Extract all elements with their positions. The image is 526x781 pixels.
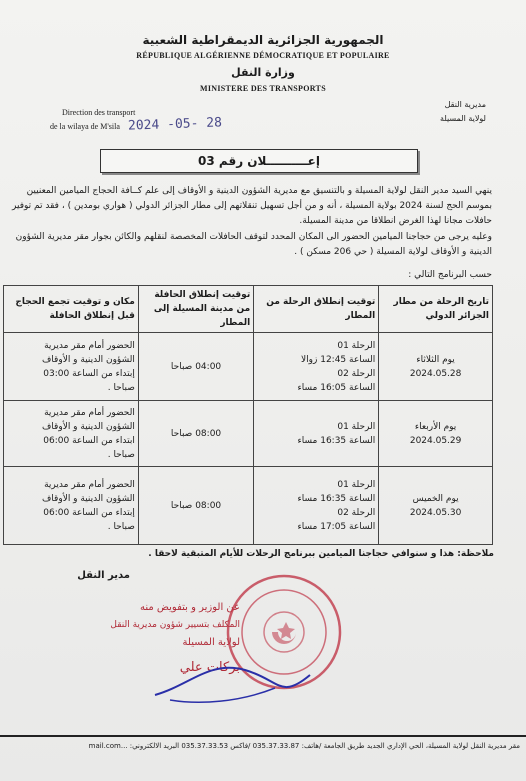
gathering-line: صباحا .: [107, 449, 135, 460]
flight-line: الرحلة 02: [337, 507, 376, 518]
table-row: [4, 401, 493, 467]
day-label: يوم الخميس: [412, 493, 459, 504]
date-label: 2024.05.30: [409, 507, 462, 518]
announcement-paragraph-1: ينهي السيد مدير النقل لولاية المسيلة و بالتنسيق مع مديرية الشؤون الدينية و الأوقاف إلى علم كــافة الحجاج الميامين المعنيين بموسم الحج لسنة 2024 بولاية المسيلة ، أنه و من أجل تسهيل تنقلاتهم إلى مطار الجزائر الدولي ( هواري بومدين ) ، فقد تم توفير حافلات مجانا لهذا الغرض انطلاقا من مدينة المسيلة.: [12, 186, 492, 226]
direction-fr-line2: de la wilaya de M'sila: [50, 122, 120, 131]
table-header-row: [4, 286, 493, 333]
gathering-line: الحضور أمام مقر مديرية: [44, 407, 135, 418]
gathering-line: صباحا .: [107, 521, 135, 532]
flights-cell: [254, 333, 379, 401]
flight-line: الرحلة 02: [337, 368, 376, 379]
header-gathering: مكان و توقيت تجمع الحجاج قبل إنطلاق الحافلة: [4, 286, 139, 333]
gathering-cell: [4, 467, 139, 545]
date-cell: [379, 467, 493, 545]
bus-time-cell: 08:00 صباحا: [138, 401, 253, 467]
flight-line: الساعة 16:35 مساء: [297, 435, 376, 446]
flight-line: الساعة 12:45 زوالا: [301, 354, 376, 365]
gathering-line: الشؤون الدينية و الأوقاف: [41, 354, 135, 365]
header-flight-date: تاريخ الرحلة من مطار الجزائر الدولي: [379, 286, 493, 333]
signature-line-2: المكلف بتسيير شؤون مديرية النقل: [110, 620, 240, 630]
announcement-title: إعــــــــــلان رقم 03: [100, 149, 418, 173]
table-row: [4, 333, 493, 401]
handwritten-signature-icon: [150, 640, 320, 710]
gathering-cell: [4, 401, 139, 467]
gathering-line: الشؤون الدينية و الأوقاف: [41, 421, 135, 432]
date-label: 2024.05.28: [409, 368, 462, 379]
date-cell: [379, 401, 493, 467]
header-bus-time: توقيت إنطلاق الحافلة من مدينة المسيلة إلى المطار: [138, 286, 253, 333]
gathering-line: الحضور أمام مقر مديرية: [44, 340, 135, 351]
republic-fr: RÉPUBLIQUE ALGÉRIENNE DÉMOCRATIQUE ET POPULAIRE: [136, 51, 390, 60]
ministry-fr: MINISTERE DES TRANSPORTS: [200, 84, 326, 93]
signature-name: بركات علي: [179, 660, 240, 675]
day-label: يوم الثلاثاء: [416, 354, 455, 365]
table-row: [4, 467, 493, 545]
signature-line-3: لولاية المسيلة: [182, 637, 240, 648]
flight-line: الساعة 17:05 مساء: [297, 521, 376, 532]
note-text: ملاحظة: هذا و سنوافي حجاجنا الميامين ببرنامج الرحلات للأيام المتبقية لاحقا .: [148, 549, 494, 559]
footer-divider: [0, 735, 526, 737]
direction-ar-line1: مديرية النقل: [444, 100, 486, 109]
flight-line: الرحلة 01: [337, 479, 376, 490]
program-intro: حسب البرنامج التالي :: [408, 270, 492, 280]
bus-time-cell: 04:00 صباحا: [138, 333, 253, 401]
flight-line: الرحلة 01: [337, 421, 376, 432]
gathering-line: ابتداء من الساعة 06:00: [43, 435, 135, 446]
direction-ar-line2: لولاية المسيلة: [440, 114, 486, 123]
gathering-line: إبتداء من الساعة 03:00: [43, 368, 135, 379]
flights-cell: [254, 467, 379, 545]
gathering-line: صباحا .: [107, 382, 135, 393]
handwritten-date: 2024 -05- 28: [127, 115, 223, 134]
flight-line: الساعة 16:05 مساء: [297, 382, 376, 393]
footer-contact: مقر مديرية النقل لولاية المسيلة، الحي الإداري الجديد طريق الجامعة /هاتف: 035.37.33.87 /فاكس 035.37.33.53 البريد الالكتروني: ...mail.com: [88, 742, 520, 750]
signature-line-1: عن الوزير و بتفويض منه: [139, 602, 240, 613]
signature-title: مدير النقل: [77, 570, 130, 581]
bus-time-cell: 08:00 صباحا: [138, 467, 253, 545]
gathering-line: الشؤون الدينية و الأوقاف: [41, 493, 135, 504]
direction-fr-line1: Direction des transport: [62, 108, 136, 117]
gathering-line: الحضور أمام مقر مديرية: [44, 479, 135, 490]
flights-cell: [254, 401, 379, 467]
ministry-ar: وزارة النقل: [231, 66, 295, 79]
flight-line: الرحلة 01: [337, 340, 376, 351]
gathering-line: إبتداء من الساعة 06:00: [43, 507, 135, 518]
flight-line: الساعة 16:35 مساء: [297, 493, 376, 504]
date-cell: [379, 333, 493, 401]
gathering-cell: [4, 333, 139, 401]
announcement-paragraph-2: وعليه يرجى من حجاجنا الميامين الحضور الى المكان المحدد لتوقف الحافلات المخصصة لنقلهم والكائن بجوار مقر مديرية الشؤون الدينية و الأوقاف لولاية المسيلة ( حي 206 مسكن ) .: [15, 232, 492, 257]
date-label: 2024.05.29: [409, 435, 462, 446]
header-flight-time: توقيت إنطلاق الرحلة من المطار: [254, 286, 379, 333]
schedule-table: [3, 285, 493, 545]
day-label: يوم الأربعاء: [414, 421, 457, 432]
republic-ar: الجمهورية الجزائرية الديمقراطية الشعبية: [142, 33, 384, 47]
